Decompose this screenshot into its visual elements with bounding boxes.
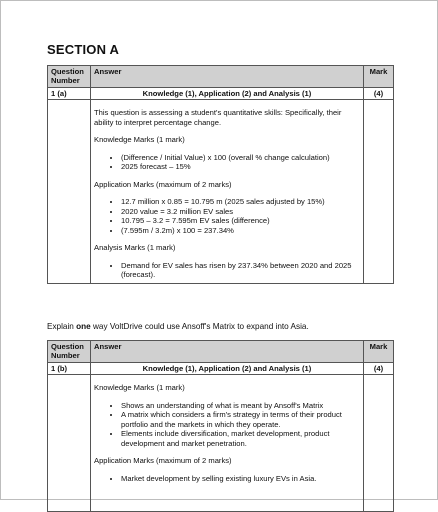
application-list (94, 197, 360, 235)
knowledge-title: Knowledge Marks (1 mark) (94, 383, 185, 393)
knowledge-list (94, 401, 360, 448)
question-number: 1 (a) (48, 87, 91, 99)
list-item: • (Difference / Initial Value) x 100 (overall % change calculation) (121, 153, 360, 162)
section-title: SECTION A (47, 42, 120, 57)
question-text (47, 322, 309, 331)
list-item: • 10.795 – 3.2 = 7.595m EV sales (difference) (121, 216, 360, 225)
header-mark: Mark (364, 341, 394, 363)
question-text-end: way VoltDrive could use Ansoff's Matrix to expand into Asia. (90, 322, 309, 331)
answer-row (48, 375, 394, 512)
intro-text: This question is assessing a student's quantitative skills: Specifically, their ability to interpret percentage change. (94, 108, 342, 127)
table-subheader-row (48, 362, 394, 374)
answer-cell (91, 375, 364, 512)
table-header-row (48, 341, 394, 363)
mark-empty (364, 375, 394, 512)
list-item: • (7.595m / 3.2m) x 100 = 237.34% (121, 226, 360, 235)
list-item: • 12.7 million x 0.85 = 10.795 m (2025 sales adjusted by 15%) (121, 197, 360, 206)
header-answer: Answer (91, 341, 364, 363)
list-item: • A matrix which considers a firm's strategy in terms of their product portfolio and the markets in which they operate. (121, 410, 360, 429)
mark-scheme-table-1b (47, 340, 394, 512)
header-answer: Answer (91, 66, 364, 88)
mark-heading: Knowledge (1), Application (2) and Analysis (1) (91, 362, 364, 374)
table-subheader-row (48, 87, 394, 99)
mark-value: (4) (364, 87, 394, 99)
question-text-start: Explain (47, 322, 77, 331)
list-item: • Demand for EV sales has risen by 237.34% between 2020 and 2025 (forecast). (121, 261, 360, 280)
list-item: • Shows an understanding of what is meant by Ansoff's Matrix (121, 401, 360, 410)
question-text-emphasis: one (76, 322, 91, 331)
answer-cell (91, 100, 364, 283)
question-number-empty (48, 100, 91, 283)
header-mark: Mark (364, 66, 394, 88)
question-number-empty (48, 375, 91, 512)
header-question-number: Question Number (48, 341, 91, 363)
application-title: Application Marks (maximum of 2 marks) (94, 456, 232, 466)
list-item: • Elements include diversification, market development, product development and market penetration. (121, 429, 360, 448)
list-item: • Market development by selling existing luxury EVs in Asia. (121, 474, 360, 483)
analysis-list (94, 261, 360, 280)
application-list (94, 474, 360, 483)
list-item: • 2025 forecast – 15% (121, 162, 360, 171)
application-title: Application Marks (maximum of 2 marks) (94, 179, 232, 189)
list-item: • 2020 value = 3.2 million EV sales (121, 207, 360, 216)
analysis-title: Analysis Marks (1 mark) (94, 243, 176, 253)
mark-value: (4) (364, 362, 394, 374)
knowledge-list (94, 153, 360, 172)
question-number: 1 (b) (48, 362, 91, 374)
header-question-number: Question Number (48, 66, 91, 88)
table-header-row (48, 66, 394, 88)
mark-empty (364, 100, 394, 283)
answer-row (48, 100, 394, 283)
knowledge-title: Knowledge Marks (1 mark) (94, 135, 185, 145)
mark-heading: Knowledge (1), Application (2) and Analysis (1) (91, 87, 364, 99)
mark-scheme-table-1a (47, 65, 394, 284)
